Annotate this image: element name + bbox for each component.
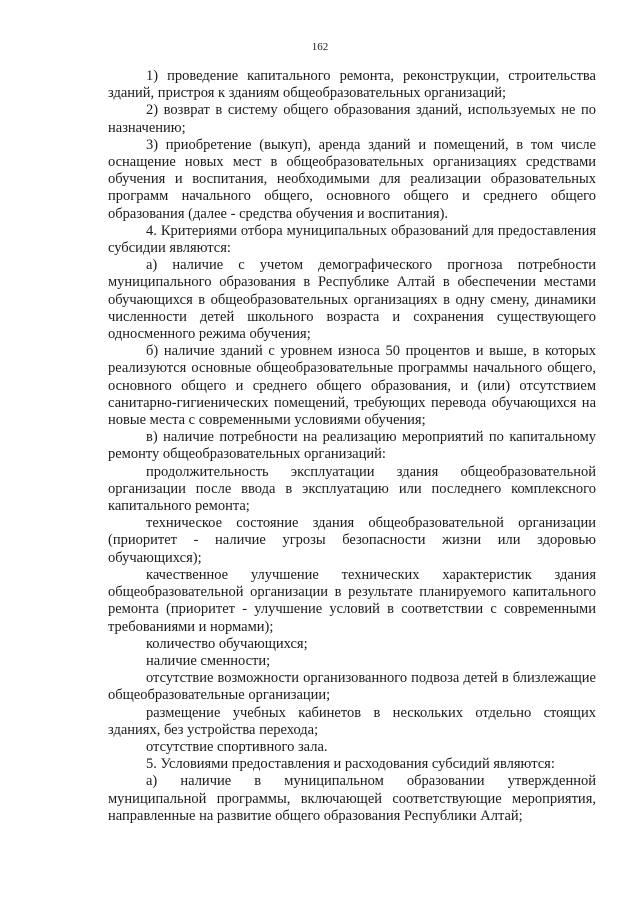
- paragraph: б) наличие зданий с уровнем износа 50 процентов и выше, в которых реализуются основные общеобразовательные программы начального общего, основного общего и среднего общего образования, и (или) отсутствием санитарно-гигиенических помещений, требующих перевода обучающихся на новые места с современными условиями обучения;: [108, 343, 596, 429]
- paragraph: 2) возврат в систему общего образования зданий, используемых не по назначению;: [108, 102, 596, 136]
- paragraph: техническое состояние здания общеобразовательной организации (приоритет - наличие угрозы безопасности жизни или здоровью обучающихся);: [108, 515, 596, 566]
- paragraph: размещение учебных кабинетов в нескольких отдельно стоящих зданиях, без устройства перехода;: [108, 704, 596, 738]
- page-number: 162: [311, 41, 329, 53]
- paragraph: а) наличие в муниципальном образовании утвержденной муниципальной программы, включающей соответствующие мероприятия, направленные на развитие общего образования Республики Алтай;: [108, 773, 596, 824]
- paragraph: 5. Условиями предоставления и расходования субсидий являются:: [146, 756, 555, 773]
- paragraph: в) наличие потребности на реализацию мероприятий по капитальному ремонту общеобразовательных организаций:: [108, 429, 596, 463]
- paragraph: отсутствие возможности организованного подвоза детей в близлежащие общеобразовательные организации;: [108, 670, 596, 704]
- paragraph: отсутствие спортивного зала.: [146, 738, 328, 755]
- document-body: [108, 68, 596, 825]
- paragraph: 1) проведение капитального ремонта, реконструкции, строительства зданий, пристроя к зданиям общеобразовательных организаций;: [108, 68, 596, 102]
- paragraph: количество обучающихся;: [146, 635, 308, 652]
- paragraph: 3) приобретение (выкуп), аренда зданий и помещений, в том числе оснащение новых мест в общеобразовательных организациях средствами обучения и воспитания, необходимыми для реализации образовательных программ начального общего, основного общего и среднего общего образования (далее - средства обучения и воспитания).: [108, 136, 596, 222]
- paragraph: 4. Критериями отбора муниципальных образований для предоставления субсидии являются:: [108, 222, 596, 257]
- paragraph: продолжительность эксплуатации здания общеобразовательной организации после ввода в эксплуатацию или последнего комплексного капитального ремонта;: [108, 463, 596, 515]
- paragraph: наличие сменности;: [146, 652, 271, 669]
- paragraph: качественное улучшение технических характеристик здания общеобразовательной организации в результате планируемого капитального ремонта (приоритет - улучшение условий в соответствии с современными требованиями и нормами);: [108, 566, 596, 635]
- paragraph: а) наличие с учетом демографического прогноза потребности муниципального образования в Республике Алтай в обеспечении местами обучающихся в общеобразовательных организациях в одну смену, динамики численности детей школьного возраста и сохранения существующего односменного режима обучения;: [108, 257, 596, 343]
